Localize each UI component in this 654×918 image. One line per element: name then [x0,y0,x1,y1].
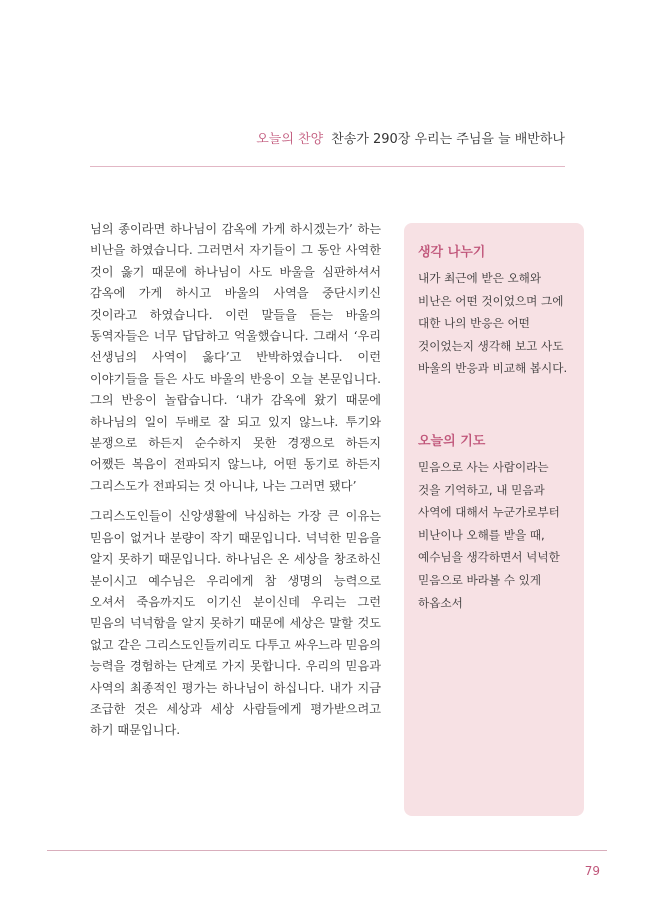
hymn-title: 찬송가 290장 우리는 주님을 늘 배반하나 [331,132,565,147]
share-text: 내가 최근에 받은 오해와 비난은 어떤 것이었으며 그에 대한 나의 반응은 어떤 것이었는지 생각해 보고 사도 바울의 반응과 비교해 봅시다. [418,271,568,376]
share-heading: 생각 나누기 [418,245,486,260]
prayer-heading: 오늘의 기도 [418,433,486,449]
page-number: 79 [584,864,600,878]
sidebar-box [404,223,584,816]
page-header [90,128,565,147]
body-paragraph-2: 그리스도인들이 신앙생활에 낙심하는 가장 큰 이유는 믿음이 없거나 분량이 작기 때문입니다. 넉넉한 믿음을 알지 못하기 때문입니다. 하나님은 온 세상을 창조하신 분이시고 예수님은 우리에게 참 생명의 능력으로 오셔서 죽음까지도 이기신 분이신데 우리는 그런 믿음의 넉넉함을 알지 못하기 때문에 세상은 말할 것도 없고 같은 그리스도인들끼리도 다투고 싸우느라 믿음의 능력을 경험하는 단계로 가지 못합니다. 우리의 믿음과 사역의 최종적인 평가는 하나님이 하십니다. 내가 지금 조급한 것은 세상과 세상 사람들에게 평가받으려고 하기 때문입니다. [90,509,381,738]
header-divider [90,166,565,167]
section-label: 오늘의 찬양 [256,132,324,147]
body-paragraph-1: 님의 종이라면 하나님이 감옥에 가게 하시겠는가’ 하는 비난을 하였습니다. 그러면서 자기들이 그 동안 사역한 것이 옳기 때문에 하나님이 사도 바울을 심판하셔서 감옥에 가게 하시고 바울의 사역을 중단시키신 것이라고 하였습니다. 이런 말들을 듣는 바울의 동역자들은 너무 답답하고 억울했습니다. 그래서 ‘우리 선생님의 사역이 옳다’고 반박하였습니다. 이런 이야기들을 들은 사도 바울의 반응이 오늘 본문입니다. 그의 반응이 놀랍습니다. ‘내가 감옥에 왔기 때문에 하나님의 일이 두배로 잘 되고 있지 않느냐. 투기와 분쟁으로 하든지 순수하지 못한 경쟁으로 하든지 어쨌든 복음이 전파되지 않느냐, 어떤 동기로 하든지 그리스도가 전파되는 것 아니냐, 나는 그러면 됐다’ [90,222,381,493]
footer-divider [47,850,607,851]
prayer-text: 믿음으로 사는 사람이라는 것을 기억하고, 내 믿음과 사역에 대해서 누군가로부터 비난이나 오해를 받을 때, 예수님을 생각하면서 넉넉한 믿음으로 바라볼 수 있게 하옵소서 [418,459,560,610]
main-text [90,219,381,742]
